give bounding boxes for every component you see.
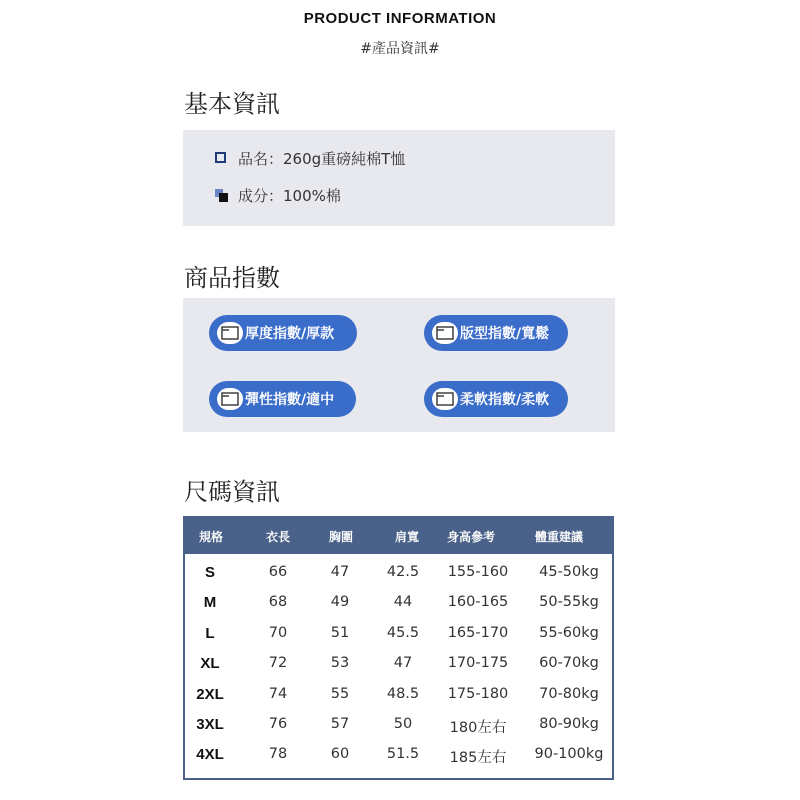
size-table-header <box>185 518 612 554</box>
badge-thickness-label: 厚度指數/厚款 <box>245 326 335 342</box>
table-cell: 70-80kg <box>539 685 599 702</box>
table-cell: 76 <box>268 716 288 732</box>
table-cell: 55-60kg <box>539 624 599 641</box>
table-cell: 165-170 <box>447 624 509 641</box>
header-cell: 胸圍 <box>329 530 354 544</box>
badge-elasticity <box>209 381 356 417</box>
table-cell: 90-100kg <box>534 746 604 763</box>
size-label-cell: M <box>203 594 217 612</box>
table-cell: 44 <box>393 594 413 611</box>
size-info-title: 尺碼資訊 <box>184 478 280 506</box>
table-cell: 51 <box>330 624 350 641</box>
info-item-name-text: 品名：260g重磅純棉T恤 <box>238 150 406 168</box>
header-title: PRODUCT INFORMATION <box>303 10 497 27</box>
table-cell: 180左右 <box>449 720 507 736</box>
index-info-panel <box>183 298 615 432</box>
table-cell: 57 <box>330 716 350 732</box>
badge-elasticity-label: 彈性指數/適中 <box>245 392 335 408</box>
table-cell: 70 <box>268 624 288 641</box>
table-cell: 60-70kg <box>539 655 599 672</box>
info-item-name <box>215 148 405 169</box>
table-cell: 78 <box>268 746 288 763</box>
header-cell: 肩寬 <box>395 530 420 544</box>
table-cell: 175-180 <box>447 685 509 702</box>
badge-thickness <box>209 315 357 351</box>
badge-softness-label: 柔軟指數/柔軟 <box>460 392 550 408</box>
header-cell: 體重建議 <box>535 530 584 544</box>
header-subtitle: #產品資訊# <box>360 41 440 57</box>
header-cell: 規格 <box>199 530 224 544</box>
table-cell: 155-160 <box>447 564 509 580</box>
table-cell: 68 <box>268 594 288 611</box>
size-label-cell: 2XL <box>196 685 224 703</box>
folder-icon <box>432 388 458 410</box>
basic-info-title: 基本資訊 <box>184 90 280 118</box>
header-cell: 衣長 <box>266 530 291 544</box>
square-outline-bullet-icon <box>215 152 228 165</box>
size-label-cell: XL <box>200 655 220 673</box>
table-cell: 47 <box>393 655 413 672</box>
index-info-title: 商品指數 <box>184 264 280 292</box>
table-cell: 48.5 <box>386 685 420 702</box>
table-cell: 42.5 <box>386 564 420 580</box>
table-cell: 80-90kg <box>539 716 599 732</box>
table-cell: 50 <box>393 716 413 732</box>
table-cell: 51.5 <box>386 746 420 763</box>
badge-fit-label: 版型指數/寬鬆 <box>460 326 550 342</box>
table-cell: 66 <box>268 564 288 580</box>
table-cell: 74 <box>268 685 288 702</box>
table-cell: 60 <box>330 746 350 763</box>
size-label-cell: 4XL <box>196 746 224 764</box>
badge-softness <box>424 381 568 417</box>
table-cell: 170-175 <box>447 655 509 672</box>
table-cell: 45.5 <box>386 624 420 641</box>
folder-icon <box>432 322 458 344</box>
folder-icon <box>217 388 243 410</box>
table-cell: 47 <box>330 564 350 580</box>
table-cell: 55 <box>330 685 350 702</box>
table-cell: 45-50kg <box>539 564 599 580</box>
basic-info-panel <box>183 130 615 226</box>
table-cell: 160-165 <box>447 594 509 611</box>
table-cell: 50-55kg <box>539 594 599 611</box>
table-cell: 72 <box>268 655 288 672</box>
square-filled-bullet-icon <box>215 189 228 202</box>
table-cell: 53 <box>330 655 350 672</box>
badge-fit <box>424 315 568 351</box>
info-item-material-text: 成分：100%棉 <box>238 187 341 205</box>
size-label-cell: 3XL <box>196 716 224 733</box>
folder-icon <box>217 322 243 344</box>
size-label-cell: S <box>204 564 216 581</box>
size-table <box>183 516 614 780</box>
info-item-material <box>215 185 341 206</box>
size-label-cell: L <box>205 624 215 642</box>
table-cell: 49 <box>330 594 350 611</box>
table-cell: 185左右 <box>449 750 507 767</box>
header-cell: 身高參考 <box>447 530 496 544</box>
